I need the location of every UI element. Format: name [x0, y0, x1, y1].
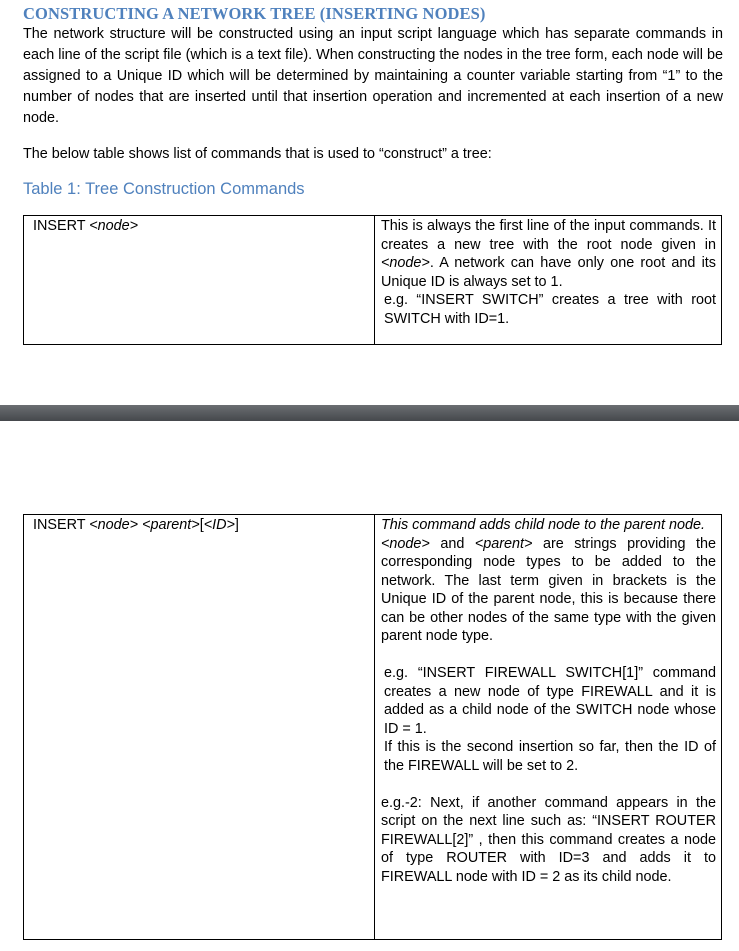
command-keyword: INSERT — [33, 218, 90, 234]
example-text: e.g. “INSERT SWITCH” creates a tree with root SWITCH with ID=1. — [384, 292, 716, 327]
command-cell — [24, 216, 375, 344]
command-argument: <node> — [89, 218, 139, 234]
command-argument-parent: <parent> — [142, 517, 200, 533]
command-keyword: INSERT — [33, 517, 90, 533]
command-argument-node: <node> — [89, 517, 139, 533]
example-2-text: e.g.-2: Next, if another command appears in the script on the next line such as: “INSERT ROUTER FIREWALL[2]” , then this command creates a node of type ROUTER with ID=3 and adds it to FIREWALL node with ID = 2 as its child node. — [381, 794, 716, 885]
table-intro-paragraph: The below table shows list of commands that is used to “construct” a tree: — [23, 146, 492, 162]
example-1b-text: If this is the second insertion so far, then the ID of the FIREWALL will be set to 2. — [384, 739, 716, 774]
intro-paragraph: The network structure will be constructed using an input script language which has separate commands in each line of the script file (which is a text file). When constructing the nodes in the tree form, each node will be assigned to a Unique ID which will be determined by maintaining a counter variable starting from “1” to the number of nodes that are inserted until that insertion operation and incremented at each insertion of a new node. — [23, 26, 723, 126]
section-heading: CONSTRUCTING A NETWORK TREE (INSERTING NODES) — [23, 4, 486, 23]
page-divider — [0, 405, 739, 421]
description-intro: This command adds child node to the parent node. — [381, 517, 705, 533]
command-table-insert-root — [23, 215, 722, 345]
table-caption: Table 1: Tree Construction Commands — [23, 180, 305, 198]
description-cell — [375, 515, 721, 939]
command-table-insert-child — [23, 514, 722, 940]
description-text: This is always the first line of the input commands. It creates a new tree with the root node given in <node>. A network can have only one root and its Unique ID is always set to 1. — [381, 218, 716, 290]
command-cell: INSERT <node> <parent>[<ID>] — [24, 515, 375, 939]
description-text: <node> and <parent> are strings providing the corresponding node types to be added to the network. The last term given in brackets is the Unique ID of the parent node, this is because there can be other nodes of the same type with the given parent node type. — [381, 535, 716, 644]
command-argument-id: <ID> — [203, 517, 235, 533]
example-1-text: e.g. “INSERT FIREWALL SWITCH[1]” command creates a new node of type FIREWALL and it is added as a child node of the SWITCH node whose ID = 1. — [384, 665, 716, 737]
description-cell — [375, 216, 721, 344]
